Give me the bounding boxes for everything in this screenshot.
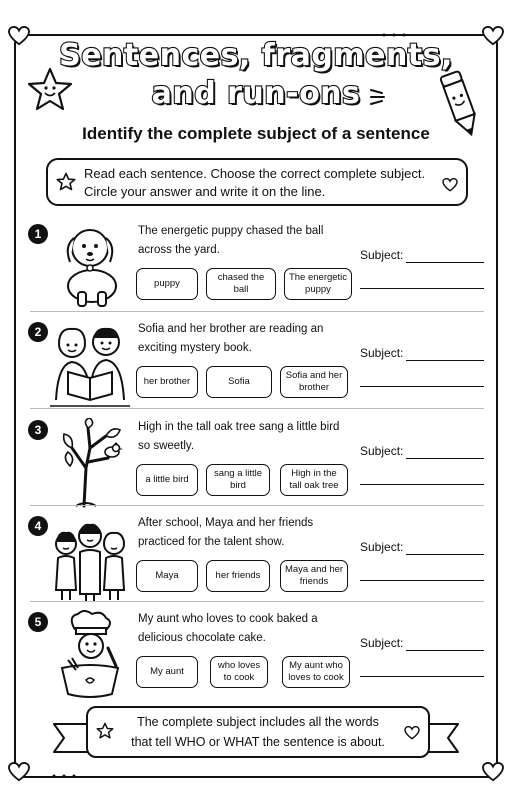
heart-icon [482, 762, 504, 782]
worksheet-subtitle: Identify the complete subject of a sentence [82, 124, 430, 143]
sentence-line2: across the yard. [138, 244, 220, 256]
instructions-line2: Circle your answer and write it on the line. [84, 184, 326, 199]
sentence-line1: My aunt who loves to cook baked a [138, 613, 318, 625]
answer-option[interactable]: puppy [136, 268, 198, 300]
question-sentence [138, 418, 364, 456]
question-sentence [138, 320, 364, 358]
answer-line[interactable] [406, 650, 484, 651]
question-number: 5 [28, 612, 48, 632]
answer-option[interactable]: Sofia and her brother [280, 366, 348, 398]
answer-line[interactable] [360, 676, 484, 677]
question-item-3 [24, 418, 490, 514]
answer-option[interactable]: Sofia [206, 366, 272, 398]
answer-line[interactable] [406, 458, 484, 459]
answer-line[interactable] [406, 554, 484, 555]
instructions-box [46, 158, 468, 206]
answer-line[interactable] [406, 262, 484, 263]
children-reading-icon [46, 320, 134, 410]
answer-option[interactable]: The energetic puppy [284, 268, 352, 300]
question-item-5 [24, 610, 490, 706]
subject-label: Subject: [360, 346, 404, 360]
answer-option[interactable]: Maya and her friends [280, 560, 348, 592]
answer-option[interactable]: sang a little bird [206, 464, 270, 496]
answer-option[interactable]: a little bird [136, 464, 198, 496]
question-item-2 [24, 320, 490, 416]
sentence-line1: After school, Maya and her friends [138, 517, 314, 529]
subject-label: Subject: [360, 444, 404, 458]
sentence-line1: Sofia and her brother are reading an [138, 323, 324, 335]
question-item-4 [24, 514, 490, 610]
dotted-accent [50, 771, 140, 781]
divider [30, 505, 484, 506]
answer-option[interactable]: Maya [136, 560, 198, 592]
worksheet-title-line1: Sentences, fragments, [59, 38, 453, 73]
divider [30, 408, 484, 409]
sentence-line2: delicious chocolate cake. [138, 632, 266, 644]
answer-option[interactable]: My aunt who loves to cook [282, 656, 350, 688]
worksheet-title-line2: and run-ons [151, 76, 361, 111]
answer-line[interactable] [360, 580, 484, 581]
question-number: 1 [28, 224, 48, 244]
sentence-line2: exciting mystery book. [138, 342, 252, 354]
sentence-line2: so sweetly. [138, 440, 195, 452]
answer-option[interactable]: chased the ball [206, 268, 276, 300]
sparkle-lines-icon [368, 86, 388, 108]
heart-icon [404, 726, 420, 740]
chef-icon [46, 610, 134, 700]
tip-ribbon [86, 706, 430, 758]
answer-option[interactable]: who loves to cook [210, 656, 268, 688]
answer-line[interactable] [360, 288, 484, 289]
sentence-line1: The energetic puppy chased the ball [138, 225, 324, 237]
friends-icon [46, 514, 134, 604]
answer-line[interactable] [406, 360, 484, 361]
answer-option[interactable]: High in the tall oak tree [280, 464, 348, 496]
subject-label: Subject: [360, 540, 404, 554]
tip-line2: that tell WHO or WHAT the sentence is about. [131, 735, 385, 749]
question-number: 3 [28, 420, 48, 440]
subject-label: Subject: [360, 636, 404, 650]
divider [30, 601, 484, 602]
star-icon [56, 172, 76, 192]
puppy-icon [46, 222, 134, 312]
question-item-1 [24, 222, 490, 318]
heart-icon [442, 178, 458, 192]
instructions-line1: Read each sentence. Choose the correct complete subject. [84, 166, 426, 181]
sentence-line2: practiced for the talent show. [138, 536, 285, 548]
heart-icon [8, 762, 30, 782]
question-sentence [138, 222, 364, 260]
divider [30, 311, 484, 312]
answer-line[interactable] [360, 386, 484, 387]
question-sentence [138, 610, 364, 648]
subject-label: Subject: [360, 248, 404, 262]
answer-option[interactable]: My aunt [136, 656, 198, 688]
answer-line[interactable] [360, 484, 484, 485]
sentence-line1: High in the tall oak tree sang a little bird [138, 421, 340, 433]
tip-line1: The complete subject includes all the words [137, 715, 379, 729]
question-sentence [138, 514, 364, 552]
tree-bird-icon [46, 418, 134, 508]
answer-option[interactable]: her brother [136, 366, 198, 398]
question-number: 4 [28, 516, 48, 536]
answer-option[interactable]: her friends [206, 560, 270, 592]
question-number: 2 [28, 322, 48, 342]
